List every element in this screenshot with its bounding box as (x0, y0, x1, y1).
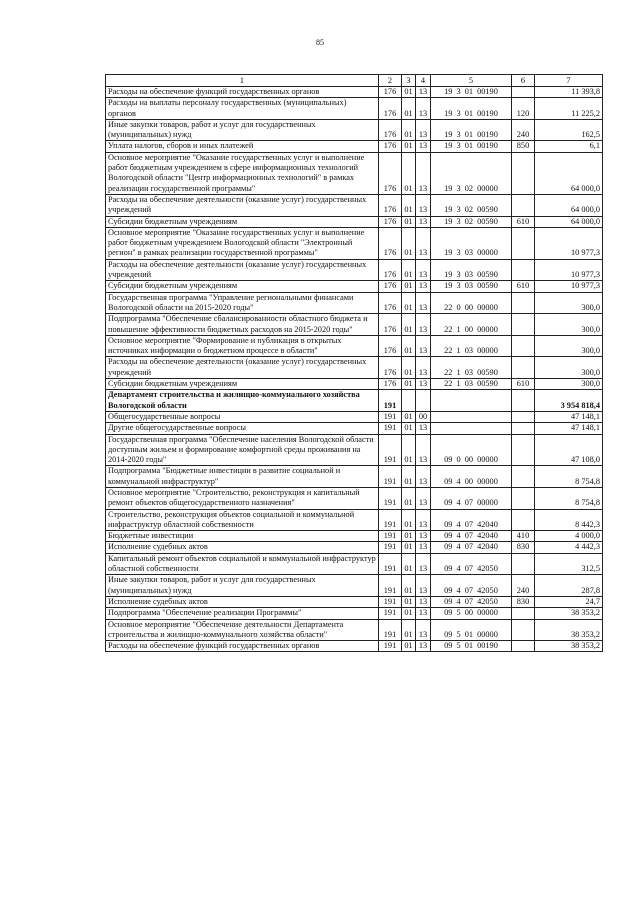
table-row (106, 357, 603, 379)
row-section-code-cell: 01 (402, 152, 416, 194)
row-ministry-code-cell: 191 (379, 390, 402, 412)
row-amount-cell: 287,8 (535, 575, 603, 597)
row-expense-type-cell: 610 (512, 281, 535, 292)
row-target-article-cell (431, 411, 512, 422)
row-subsection-code-cell: 13 (416, 119, 431, 141)
table-row (106, 259, 603, 281)
table-row (106, 227, 603, 259)
row-ministry-code-cell: 191 (379, 553, 402, 575)
row-expense-type-cell (512, 553, 535, 575)
row-expense-type-cell (512, 152, 535, 194)
row-ministry-code-cell: 176 (379, 292, 402, 314)
row-ministry-code-cell: 191 (379, 423, 402, 434)
row-amount-cell: 38 353,2 (535, 641, 603, 652)
row-target-article-cell: 09 4 07 42050 (431, 553, 512, 575)
header-cell-subsection: 4 (416, 75, 431, 87)
row-section-code-cell: 01 (402, 227, 416, 259)
row-amount-cell: 300,0 (535, 357, 603, 379)
header-cell-target-article: 5 (431, 75, 512, 87)
row-target-article-cell: 19 3 02 00590 (431, 216, 512, 227)
row-target-article-cell: 19 3 01 00190 (431, 87, 512, 98)
header-cell-amount: 7 (535, 75, 603, 87)
row-target-article-cell: 22 0 00 00000 (431, 292, 512, 314)
row-target-article-cell: 19 3 03 00590 (431, 281, 512, 292)
row-ministry-code-cell: 191 (379, 509, 402, 531)
row-ministry-code-cell: 176 (379, 281, 402, 292)
row-ministry-code-cell: 176 (379, 87, 402, 98)
row-target-article-cell: 09 4 00 00000 (431, 466, 512, 488)
row-section-code-cell: 01 (402, 357, 416, 379)
row-subsection-code-cell: 13 (416, 619, 431, 641)
row-amount-cell: 47 148,1 (535, 423, 603, 434)
row-amount-cell: 4 000,0 (535, 531, 603, 542)
row-name-cell: Исполнение судебных актов (106, 596, 379, 607)
row-target-article-cell: 19 3 03 00000 (431, 227, 512, 259)
table-row (106, 434, 603, 466)
table-row (106, 98, 603, 120)
row-section-code-cell: 01 (402, 87, 416, 98)
table-row (106, 542, 603, 553)
row-subsection-code-cell: 13 (416, 141, 431, 152)
row-name-cell: Расходы на обеспечение деятельности (оказание услуг) государственных учреждений (106, 259, 379, 281)
row-expense-type-cell: 610 (512, 216, 535, 227)
row-ministry-code-cell: 191 (379, 596, 402, 607)
row-name-cell: Подпрограмма "Бюджетные инвестиции в развитие социальной и коммунальной инфраструктур" (106, 466, 379, 488)
row-ministry-code-cell: 191 (379, 434, 402, 466)
row-target-article-cell: 22 1 03 00000 (431, 335, 512, 357)
row-section-code-cell: 01 (402, 216, 416, 227)
row-amount-cell: 300,0 (535, 314, 603, 336)
row-ministry-code-cell: 191 (379, 619, 402, 641)
row-expense-type-cell (512, 390, 535, 412)
row-subsection-code-cell: 13 (416, 466, 431, 488)
row-expense-type-cell (512, 487, 535, 509)
row-expense-type-cell (512, 434, 535, 466)
row-target-article-cell: 09 4 07 42040 (431, 531, 512, 542)
row-subsection-code-cell: 13 (416, 314, 431, 336)
row-subsection-code-cell: 13 (416, 152, 431, 194)
row-target-article-cell: 09 4 07 42040 (431, 542, 512, 553)
table-row (106, 596, 603, 607)
row-ministry-code-cell: 176 (379, 194, 402, 216)
row-subsection-code-cell: 13 (416, 487, 431, 509)
row-target-article-cell: 22 1 00 00000 (431, 314, 512, 336)
row-amount-cell: 38 353,2 (535, 608, 603, 619)
row-subsection-code-cell: 13 (416, 596, 431, 607)
row-amount-cell: 38 353,2 (535, 619, 603, 641)
row-section-code-cell: 01 (402, 466, 416, 488)
table-row (106, 575, 603, 597)
row-expense-type-cell (512, 608, 535, 619)
row-target-article-cell: 09 5 01 00000 (431, 619, 512, 641)
table-row (106, 152, 603, 194)
row-target-article-cell: 09 5 00 00000 (431, 608, 512, 619)
table-row (106, 194, 603, 216)
row-target-article-cell: 19 3 02 00000 (431, 152, 512, 194)
row-expense-type-cell (512, 259, 535, 281)
row-target-article-cell: 09 4 07 42050 (431, 596, 512, 607)
header-cell-name: 1 (106, 75, 379, 87)
row-amount-cell: 10 977,3 (535, 259, 603, 281)
row-expense-type-cell: 240 (512, 575, 535, 597)
row-target-article-cell: 19 3 03 00590 (431, 259, 512, 281)
row-subsection-code-cell: 13 (416, 98, 431, 120)
row-target-article-cell: 22 1 03 00590 (431, 357, 512, 379)
table-row (106, 390, 603, 412)
row-amount-cell: 64 000,0 (535, 216, 603, 227)
row-subsection-code-cell: 13 (416, 553, 431, 575)
row-amount-cell: 3 954 818,4 (535, 390, 603, 412)
table-row (106, 281, 603, 292)
budget-table (105, 74, 603, 652)
row-target-article-cell: 09 4 07 42040 (431, 509, 512, 531)
row-subsection-code-cell: 13 (416, 292, 431, 314)
table-row (106, 411, 603, 422)
row-expense-type-cell (512, 619, 535, 641)
row-name-cell: Расходы на выплаты персоналу государственных (муниципальных) органов (106, 98, 379, 120)
table-header-row (106, 75, 603, 87)
row-target-article-cell: 19 3 02 00590 (431, 194, 512, 216)
row-ministry-code-cell: 176 (379, 141, 402, 152)
row-section-code-cell: 01 (402, 619, 416, 641)
table-row (106, 641, 603, 652)
table-row (106, 509, 603, 531)
row-section-code-cell: 01 (402, 487, 416, 509)
row-target-article-cell: 19 3 01 00190 (431, 98, 512, 120)
row-name-cell: Уплата налогов, сборов и иных платежей (106, 141, 379, 152)
row-section-code-cell: 01 (402, 553, 416, 575)
row-subsection-code-cell: 13 (416, 542, 431, 553)
row-amount-cell: 8 754,8 (535, 466, 603, 488)
row-name-cell: Основное мероприятие "Оказание государственных услуг и выполнение работ бюджетным учреждением в сфере информационных технологий Вологодской области "Центр информационных технологий" в рамках реализации государственной программы" (106, 152, 379, 194)
row-section-code-cell: 01 (402, 141, 416, 152)
row-name-cell: Департамент строительства и жилищно-коммунального хозяйства Вологодской области (106, 390, 379, 412)
row-name-cell: Строительство, реконструкция объектов социальной и коммунальной инфраструктур областной собственности (106, 509, 379, 531)
row-expense-type-cell (512, 466, 535, 488)
row-ministry-code-cell: 176 (379, 379, 402, 390)
row-amount-cell: 8 442,3 (535, 509, 603, 531)
row-name-cell: Основное мероприятие "Формирование и публикация в открытых источниках информации о бюджетном процессе в области" (106, 335, 379, 357)
row-ministry-code-cell: 176 (379, 119, 402, 141)
row-expense-type-cell: 830 (512, 596, 535, 607)
row-section-code-cell: 01 (402, 194, 416, 216)
row-amount-cell: 24,7 (535, 596, 603, 607)
row-expense-type-cell: 410 (512, 531, 535, 542)
row-section-code-cell: 01 (402, 281, 416, 292)
row-expense-type-cell: 240 (512, 119, 535, 141)
row-ministry-code-cell: 176 (379, 335, 402, 357)
row-name-cell: Субсидии бюджетным учреждениям (106, 379, 379, 390)
table-row (106, 466, 603, 488)
row-name-cell: Подпрограмма "Обеспечение сбалансированности областного бюджета и повышение эффективности бюджетных расходов на 2015-2020 годы" (106, 314, 379, 336)
row-amount-cell: 11 225,2 (535, 98, 603, 120)
row-name-cell: Основное мероприятие "Строительство, реконструкция и капитальный ремонт объектов общегосударственного назначения" (106, 487, 379, 509)
row-section-code-cell: 01 (402, 434, 416, 466)
row-subsection-code-cell: 13 (416, 423, 431, 434)
row-amount-cell: 64 000,0 (535, 152, 603, 194)
table-row (106, 531, 603, 542)
row-ministry-code-cell: 191 (379, 466, 402, 488)
row-name-cell: Государственная программа "Обеспечение населения Вологодской области доступным жильем и формирование комфортной среды проживания на 2014-2020 годы" (106, 434, 379, 466)
row-ministry-code-cell: 191 (379, 531, 402, 542)
row-name-cell: Капитальный ремонт объектов социальной и коммунальной инфраструктур областной собственности (106, 553, 379, 575)
row-expense-type-cell (512, 357, 535, 379)
row-subsection-code-cell: 13 (416, 357, 431, 379)
row-section-code-cell: 01 (402, 641, 416, 652)
row-ministry-code-cell: 191 (379, 487, 402, 509)
row-section-code-cell: 01 (402, 119, 416, 141)
row-subsection-code-cell (416, 390, 431, 412)
row-ministry-code-cell: 176 (379, 357, 402, 379)
row-expense-type-cell: 830 (512, 542, 535, 553)
row-expense-type-cell (512, 194, 535, 216)
row-amount-cell: 162,5 (535, 119, 603, 141)
row-expense-type-cell (512, 509, 535, 531)
row-subsection-code-cell: 13 (416, 379, 431, 390)
row-name-cell: Подпрограмма "Обеспечение реализации Программы" (106, 608, 379, 619)
row-target-article-cell: 09 4 07 00000 (431, 487, 512, 509)
row-section-code-cell: 01 (402, 259, 416, 281)
table-row (106, 141, 603, 152)
row-ministry-code-cell: 176 (379, 227, 402, 259)
row-name-cell: Субсидии бюджетным учреждениям (106, 281, 379, 292)
row-ministry-code-cell: 191 (379, 608, 402, 619)
header-cell-section: 3 (402, 75, 416, 87)
row-expense-type-cell (512, 87, 535, 98)
row-section-code-cell: 01 (402, 596, 416, 607)
row-subsection-code-cell: 13 (416, 434, 431, 466)
row-expense-type-cell: 850 (512, 141, 535, 152)
row-section-code-cell: 01 (402, 575, 416, 597)
row-name-cell: Расходы на обеспечение деятельности (оказание услуг) государственных учреждений (106, 357, 379, 379)
row-ministry-code-cell: 176 (379, 98, 402, 120)
row-amount-cell: 312,5 (535, 553, 603, 575)
row-target-article-cell: 19 3 01 00190 (431, 141, 512, 152)
table-row (106, 379, 603, 390)
row-expense-type-cell (512, 292, 535, 314)
table-row (106, 87, 603, 98)
table-row (106, 487, 603, 509)
row-expense-type-cell (512, 411, 535, 422)
row-ministry-code-cell: 176 (379, 314, 402, 336)
row-amount-cell: 10 977,3 (535, 281, 603, 292)
row-subsection-code-cell: 13 (416, 259, 431, 281)
row-section-code-cell: 01 (402, 379, 416, 390)
row-target-article-cell: 09 5 01 00190 (431, 641, 512, 652)
row-name-cell: Иные закупки товаров, работ и услуг для государственных (муниципальных) нужд (106, 119, 379, 141)
row-amount-cell: 300,0 (535, 292, 603, 314)
row-amount-cell: 47 108,0 (535, 434, 603, 466)
row-section-code-cell: 01 (402, 411, 416, 422)
row-name-cell: Расходы на обеспечение функций государственных органов (106, 641, 379, 652)
row-name-cell: Другие общегосударственные вопросы (106, 423, 379, 434)
row-section-code-cell: 01 (402, 314, 416, 336)
row-name-cell: Субсидии бюджетным учреждениям (106, 216, 379, 227)
row-subsection-code-cell: 13 (416, 335, 431, 357)
table-row (106, 608, 603, 619)
row-ministry-code-cell: 191 (379, 575, 402, 597)
table-row (106, 335, 603, 357)
row-section-code-cell: 01 (402, 531, 416, 542)
row-subsection-code-cell: 13 (416, 216, 431, 227)
row-amount-cell: 6,1 (535, 141, 603, 152)
row-subsection-code-cell: 13 (416, 227, 431, 259)
row-name-cell: Расходы на обеспечение функций государственных органов (106, 87, 379, 98)
row-subsection-code-cell: 00 (416, 411, 431, 422)
row-amount-cell: 300,0 (535, 379, 603, 390)
row-section-code-cell: 01 (402, 98, 416, 120)
table-row (106, 423, 603, 434)
row-subsection-code-cell: 13 (416, 641, 431, 652)
row-ministry-code-cell: 191 (379, 411, 402, 422)
row-name-cell: Расходы на обеспечение деятельности (оказание услуг) государственных учреждений (106, 194, 379, 216)
table-row (106, 553, 603, 575)
row-target-article-cell (431, 423, 512, 434)
row-name-cell: Основное мероприятие "Оказание государственных услуг и выполнение работ бюджетным учреждением Вологодской области "Электронный регион" в рамках реализации государственной программы" (106, 227, 379, 259)
row-subsection-code-cell: 13 (416, 281, 431, 292)
row-section-code-cell: 01 (402, 335, 416, 357)
row-expense-type-cell (512, 641, 535, 652)
table-row (106, 314, 603, 336)
row-section-code-cell: 01 (402, 509, 416, 531)
row-expense-type-cell (512, 314, 535, 336)
row-name-cell: Исполнение судебных актов (106, 542, 379, 553)
row-subsection-code-cell: 13 (416, 575, 431, 597)
row-target-article-cell: 09 4 07 42050 (431, 575, 512, 597)
row-expense-type-cell: 610 (512, 379, 535, 390)
row-ministry-code-cell: 176 (379, 216, 402, 227)
row-ministry-code-cell: 176 (379, 259, 402, 281)
header-cell-expense-type: 6 (512, 75, 535, 87)
row-name-cell: Бюджетные инвестиции (106, 531, 379, 542)
row-subsection-code-cell: 13 (416, 608, 431, 619)
row-amount-cell: 8 754,8 (535, 487, 603, 509)
table-row (106, 119, 603, 141)
row-ministry-code-cell: 176 (379, 152, 402, 194)
row-section-code-cell: 01 (402, 542, 416, 553)
row-subsection-code-cell: 13 (416, 509, 431, 531)
row-expense-type-cell (512, 335, 535, 357)
row-expense-type-cell (512, 423, 535, 434)
table-row (106, 619, 603, 641)
row-target-article-cell: 09 0 00 00000 (431, 434, 512, 466)
row-expense-type-cell: 120 (512, 98, 535, 120)
row-ministry-code-cell: 191 (379, 542, 402, 553)
table-row (106, 292, 603, 314)
page-number: 85 (316, 38, 324, 47)
row-name-cell: Общегосударственные вопросы (106, 411, 379, 422)
table-body (106, 87, 603, 652)
row-amount-cell: 11 393,8 (535, 87, 603, 98)
header-cell-ministry: 2 (379, 75, 402, 87)
table-row (106, 216, 603, 227)
row-name-cell: Иные закупки товаров, работ и услуг для государственных (муниципальных) нужд (106, 575, 379, 597)
row-amount-cell: 47 148,1 (535, 411, 603, 422)
row-target-article-cell: 22 1 03 00590 (431, 379, 512, 390)
row-name-cell: Государственная программа "Управление региональными финансами Вологодской области на 2015-2020 годы" (106, 292, 379, 314)
row-amount-cell: 10 977,3 (535, 227, 603, 259)
row-target-article-cell (431, 390, 512, 412)
row-subsection-code-cell: 13 (416, 87, 431, 98)
row-amount-cell: 64 000,0 (535, 194, 603, 216)
row-subsection-code-cell: 13 (416, 194, 431, 216)
row-expense-type-cell (512, 227, 535, 259)
row-section-code-cell: 01 (402, 423, 416, 434)
row-subsection-code-cell: 13 (416, 531, 431, 542)
row-section-code-cell: 01 (402, 608, 416, 619)
row-amount-cell: 4 442,3 (535, 542, 603, 553)
row-section-code-cell (402, 390, 416, 412)
row-target-article-cell: 19 3 01 00190 (431, 119, 512, 141)
row-name-cell: Основное мероприятие "Обеспечение деятельности Департамента строительства и жилищно-коммунального хозяйства области" (106, 619, 379, 641)
row-amount-cell: 300,0 (535, 335, 603, 357)
row-ministry-code-cell: 191 (379, 641, 402, 652)
row-section-code-cell: 01 (402, 292, 416, 314)
